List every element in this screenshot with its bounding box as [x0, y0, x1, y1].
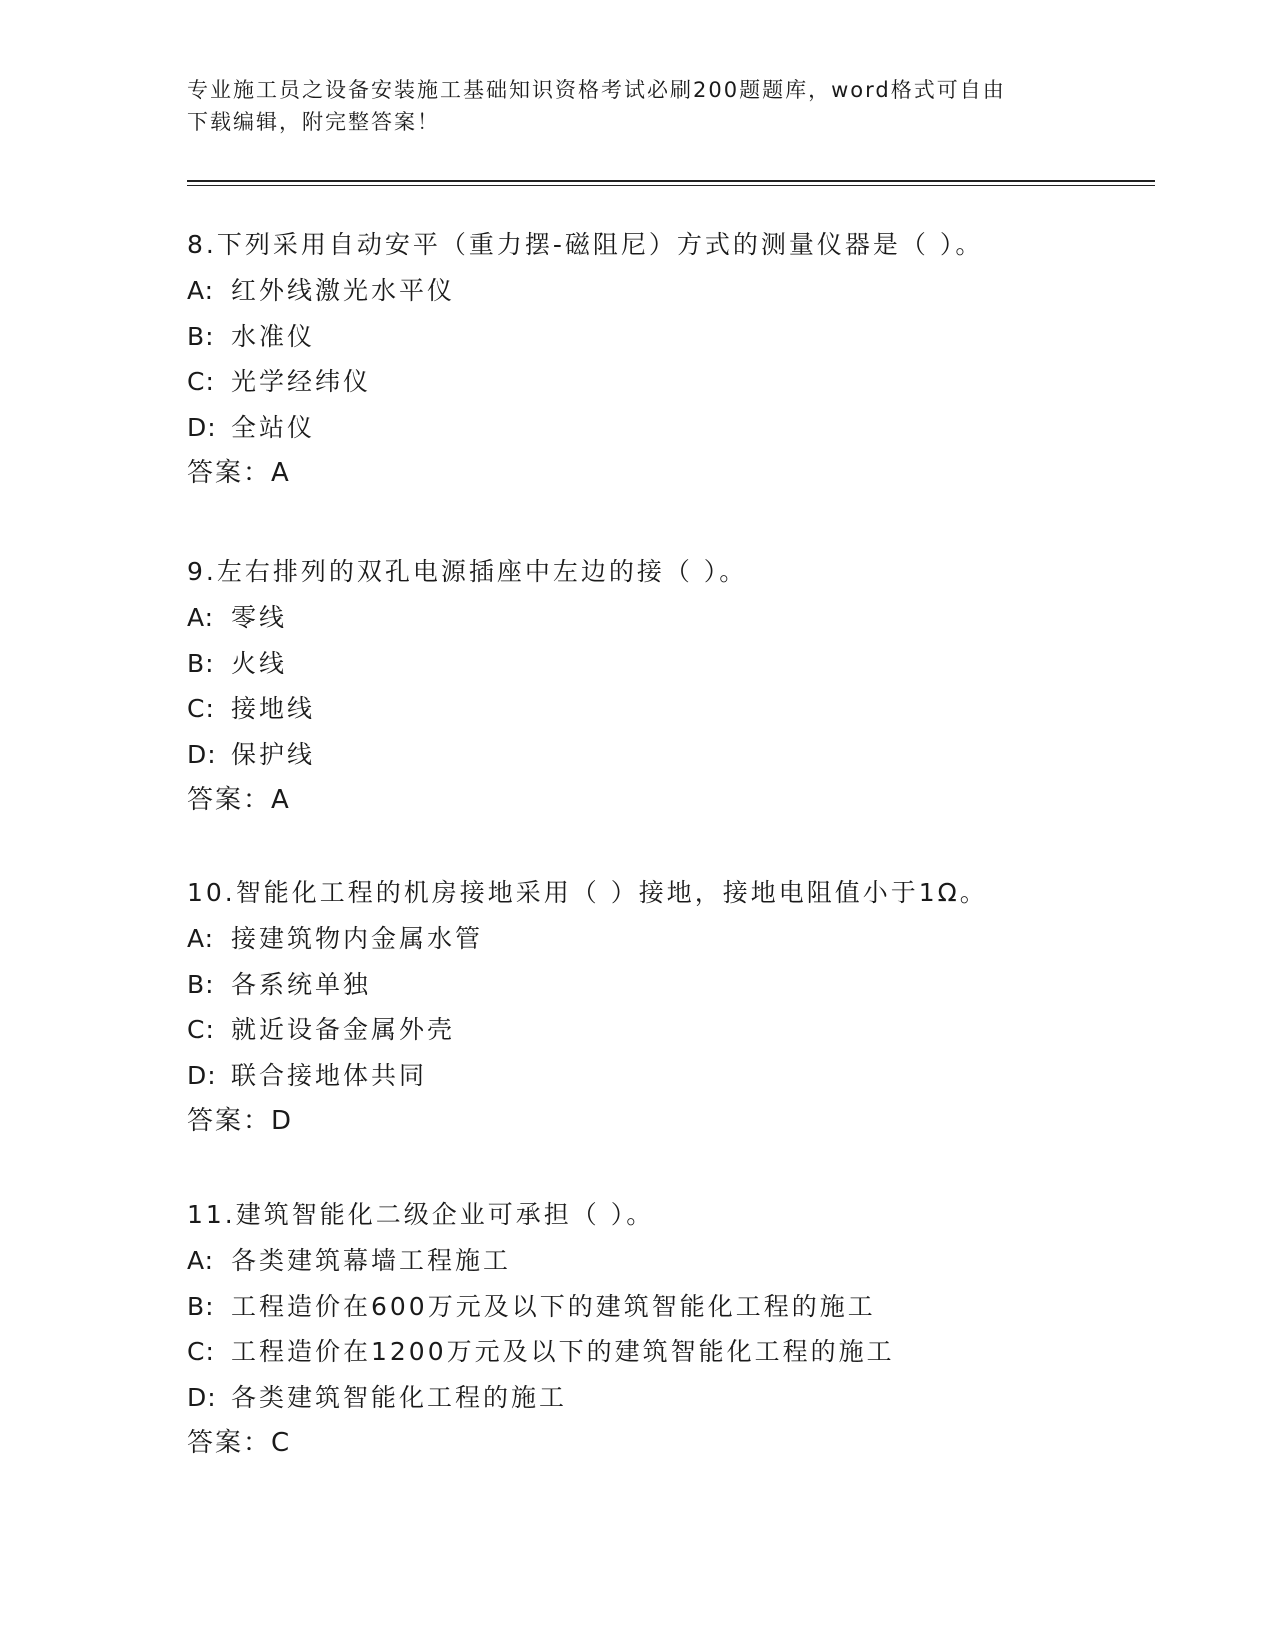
option-b — [187, 641, 1155, 687]
option-letter: B: — [187, 1291, 215, 1321]
option-c — [187, 1329, 1155, 1375]
option-d — [187, 1375, 1155, 1421]
option-a — [187, 916, 1155, 962]
question-stem: 9.左右排列的双孔电源插座中左边的接（ ）。 — [187, 557, 748, 586]
document-header — [187, 74, 1087, 138]
option-text: 各类建筑智能化工程的施工 — [231, 1382, 568, 1412]
option-letter: A: — [187, 276, 215, 305]
option-letter: A: — [187, 1246, 215, 1275]
question-stem: 10.智能化工程的机房接地采用（ ）接地，接地电阻值小于1Ω。 — [187, 878, 988, 907]
option-text: 接地线 — [231, 694, 316, 723]
option-letter: D: — [187, 1060, 217, 1090]
question-9 — [187, 549, 1155, 823]
option-text: 火线 — [231, 648, 288, 678]
answer-line — [187, 1098, 1155, 1144]
option-letter: B: — [187, 321, 215, 351]
option-d — [187, 732, 1155, 778]
answer-label: 答案： — [187, 1106, 272, 1136]
option-text: 保护线 — [231, 739, 316, 769]
option-letter: D: — [187, 412, 217, 442]
option-letter: A: — [187, 924, 215, 953]
answer-label: 答案： — [187, 1428, 272, 1458]
option-c — [187, 686, 1155, 732]
option-text: 水准仪 — [231, 321, 316, 351]
option-c — [187, 359, 1155, 405]
option-letter: C: — [187, 694, 215, 723]
option-letter: C: — [187, 1015, 215, 1044]
option-letter: D: — [187, 739, 217, 769]
question-8 — [187, 222, 1155, 496]
question-11 — [187, 1192, 1155, 1466]
option-text: 零线 — [231, 603, 288, 632]
option-text: 各系统单独 — [231, 969, 372, 999]
option-text: 联合接地体共同 — [231, 1060, 428, 1090]
option-b — [187, 962, 1155, 1008]
option-a — [187, 1238, 1155, 1284]
answer-label: 答案： — [187, 785, 272, 815]
answer-value: C — [271, 1428, 292, 1458]
option-c — [187, 1007, 1155, 1053]
option-text: 各类建筑幕墙工程施工 — [231, 1246, 512, 1275]
option-a — [187, 268, 1155, 314]
header-line-1: 专业施工员之设备安装施工基础知识资格考试必刷200题题库，word格式可自由 — [187, 78, 1006, 102]
answer-line — [187, 450, 1155, 496]
option-text: 光学经纬仪 — [231, 367, 372, 396]
answer-line — [187, 777, 1155, 823]
option-letter: B: — [187, 969, 215, 999]
option-b — [187, 1284, 1155, 1330]
header-divider-thick — [187, 180, 1155, 182]
answer-label: 答案： — [187, 458, 272, 488]
option-a — [187, 595, 1155, 641]
question-stem: 8.下列采用自动安平（重力摆-磁阻尼）方式的测量仪器是（ ）。 — [187, 230, 984, 259]
option-text: 接建筑物内金属水管 — [231, 924, 484, 953]
option-letter: A: — [187, 603, 215, 632]
option-letter: C: — [187, 367, 215, 396]
answer-value: A — [271, 458, 291, 488]
option-letter: B: — [187, 648, 215, 678]
option-letter: D: — [187, 1382, 217, 1412]
option-letter: C: — [187, 1337, 215, 1366]
option-text: 工程造价在600万元及以下的建筑智能化工程的施工 — [231, 1291, 876, 1321]
option-text: 就近设备金属外壳 — [231, 1015, 456, 1044]
question-10 — [187, 870, 1155, 1144]
option-text: 全站仪 — [231, 412, 316, 442]
option-d — [187, 405, 1155, 451]
answer-value: D — [271, 1106, 294, 1136]
answer-value: A — [271, 785, 291, 815]
option-d — [187, 1053, 1155, 1099]
option-text: 工程造价在1200万元及以下的建筑智能化工程的施工 — [231, 1337, 895, 1366]
option-b — [187, 314, 1155, 360]
question-stem: 11.建筑智能化二级企业可承担（ ）。 — [187, 1200, 655, 1229]
option-text: 红外线激光水平仪 — [231, 276, 456, 305]
header-divider-thin — [187, 185, 1155, 186]
answer-line — [187, 1420, 1155, 1466]
header-line-2: 下载编辑，附完整答案！ — [187, 110, 440, 134]
